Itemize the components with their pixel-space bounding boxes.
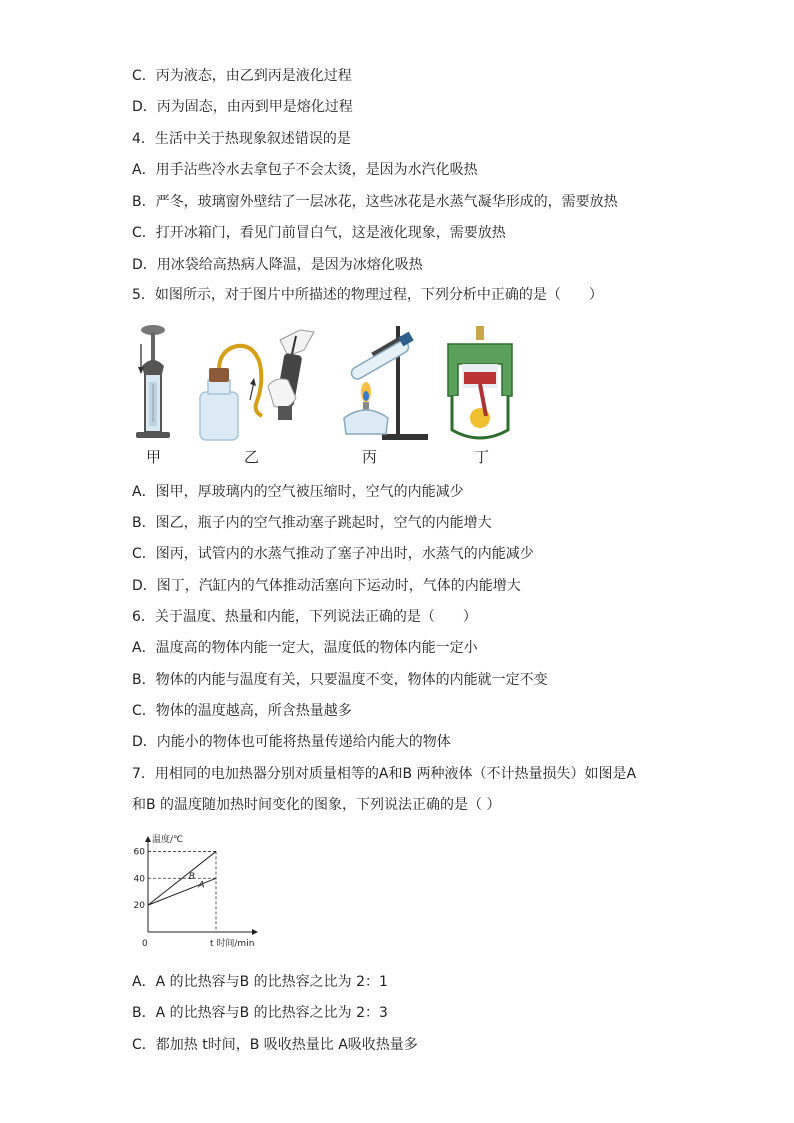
origin-label: 0 [142,939,148,949]
caption-ding: 丁 [474,448,490,466]
caption-bing: 丙 [362,448,378,466]
fig-ding-engine-cylinder [442,324,518,444]
question-7-line-1: 7．用相同的电加热器分别对质量相等的A和B 两种液体（不计热量损失）如图是A [132,766,637,782]
option-d-q5: D．图丁，汽缸内的气体推动活塞向下运动时，气体的内能增大 [132,578,521,594]
option-d-q4: D．用冰袋给高热病人降温，是因为冰熔化吸热 [132,257,423,273]
question-5: 5．如图所示，对于图片中所描述的物理过程，下列分析中正确的是（ ） [132,287,603,303]
option-a-q7: A．A 的比热容与B 的比热容之比为 2：1 [132,974,388,990]
fig-bing-test-tube-burner [330,322,434,444]
option-b-q5: B．图乙，瓶子内的空气推动塞子跳起时，空气的内能增大 [132,515,492,531]
option-c-q6: C．物体的温度越高，所含热量越多 [132,703,352,719]
option-c-q5: C．图丙，试管内的水蒸气推动了塞子冲出时，水蒸气的内能减少 [132,546,534,562]
question-4: 4．生活中关于热现象叙述错误的是 [132,131,351,147]
option-a-q4: A．用手沾些冷水去拿包子不会太烫，是因为水汽化吸热 [132,162,478,178]
question-7-line-2: 和B 的温度随加热时间变化的图象，下列说法正确的是（ ） [132,797,501,813]
option-d-q6: D．内能小的物体也可能将热量传递给内能大的物体 [132,734,451,750]
y-tick-label: 20 [133,901,145,912]
caption-yi: 乙 [244,448,260,466]
option-b-q7: B．A 的比热容与B 的比热容之比为 2：3 [132,1005,388,1021]
option-b-q6: B．物体的内能与温度有关，只要温度不变，物体的内能就一定不变 [132,672,548,688]
y-tick-label: 40 [133,874,145,885]
fig-jia-compression-apparatus [128,322,178,444]
x-axis-label: t 时间/min [210,939,255,949]
option-c-q3: C．丙为液态，由乙到丙是液化过程 [132,68,352,84]
y-tick-label: 60 [133,847,145,858]
option-b-q4: B．严冬，玻璃窗外壁结了一层冰花，这些冰花是水蒸气凝华形成的，需要放热 [132,194,618,210]
series-line-A [148,878,216,905]
series-label-B: B [188,871,195,882]
y-axis-label: 温度/℃ [152,835,184,845]
y-axis-arrow [145,836,151,842]
temperature-time-chart [128,830,278,954]
x-axis-arrow [252,929,258,935]
question-6: 6．关于温度、热量和内能，下列说法正确的是（ ） [132,609,477,625]
option-c-q4: C．打开冰箱门，看见门前冒白气，这是液化现象，需要放热 [132,225,506,241]
option-a-q6: A．温度高的物体内能一定大，温度低的物体内能一定小 [132,640,478,656]
option-c-q7: C．都加热 t时间，B 吸收热量比 A吸收热量多 [132,1037,418,1053]
series-label-A: A [198,880,205,891]
option-a-q5: A．图甲，厚玻璃内的空气被压缩时，空气的内能减少 [132,484,464,500]
fig-yi-bottle-pump [192,320,332,444]
option-d-q3: D．丙为固态，由丙到甲是熔化过程 [132,99,353,115]
caption-jia: 甲 [146,448,162,466]
